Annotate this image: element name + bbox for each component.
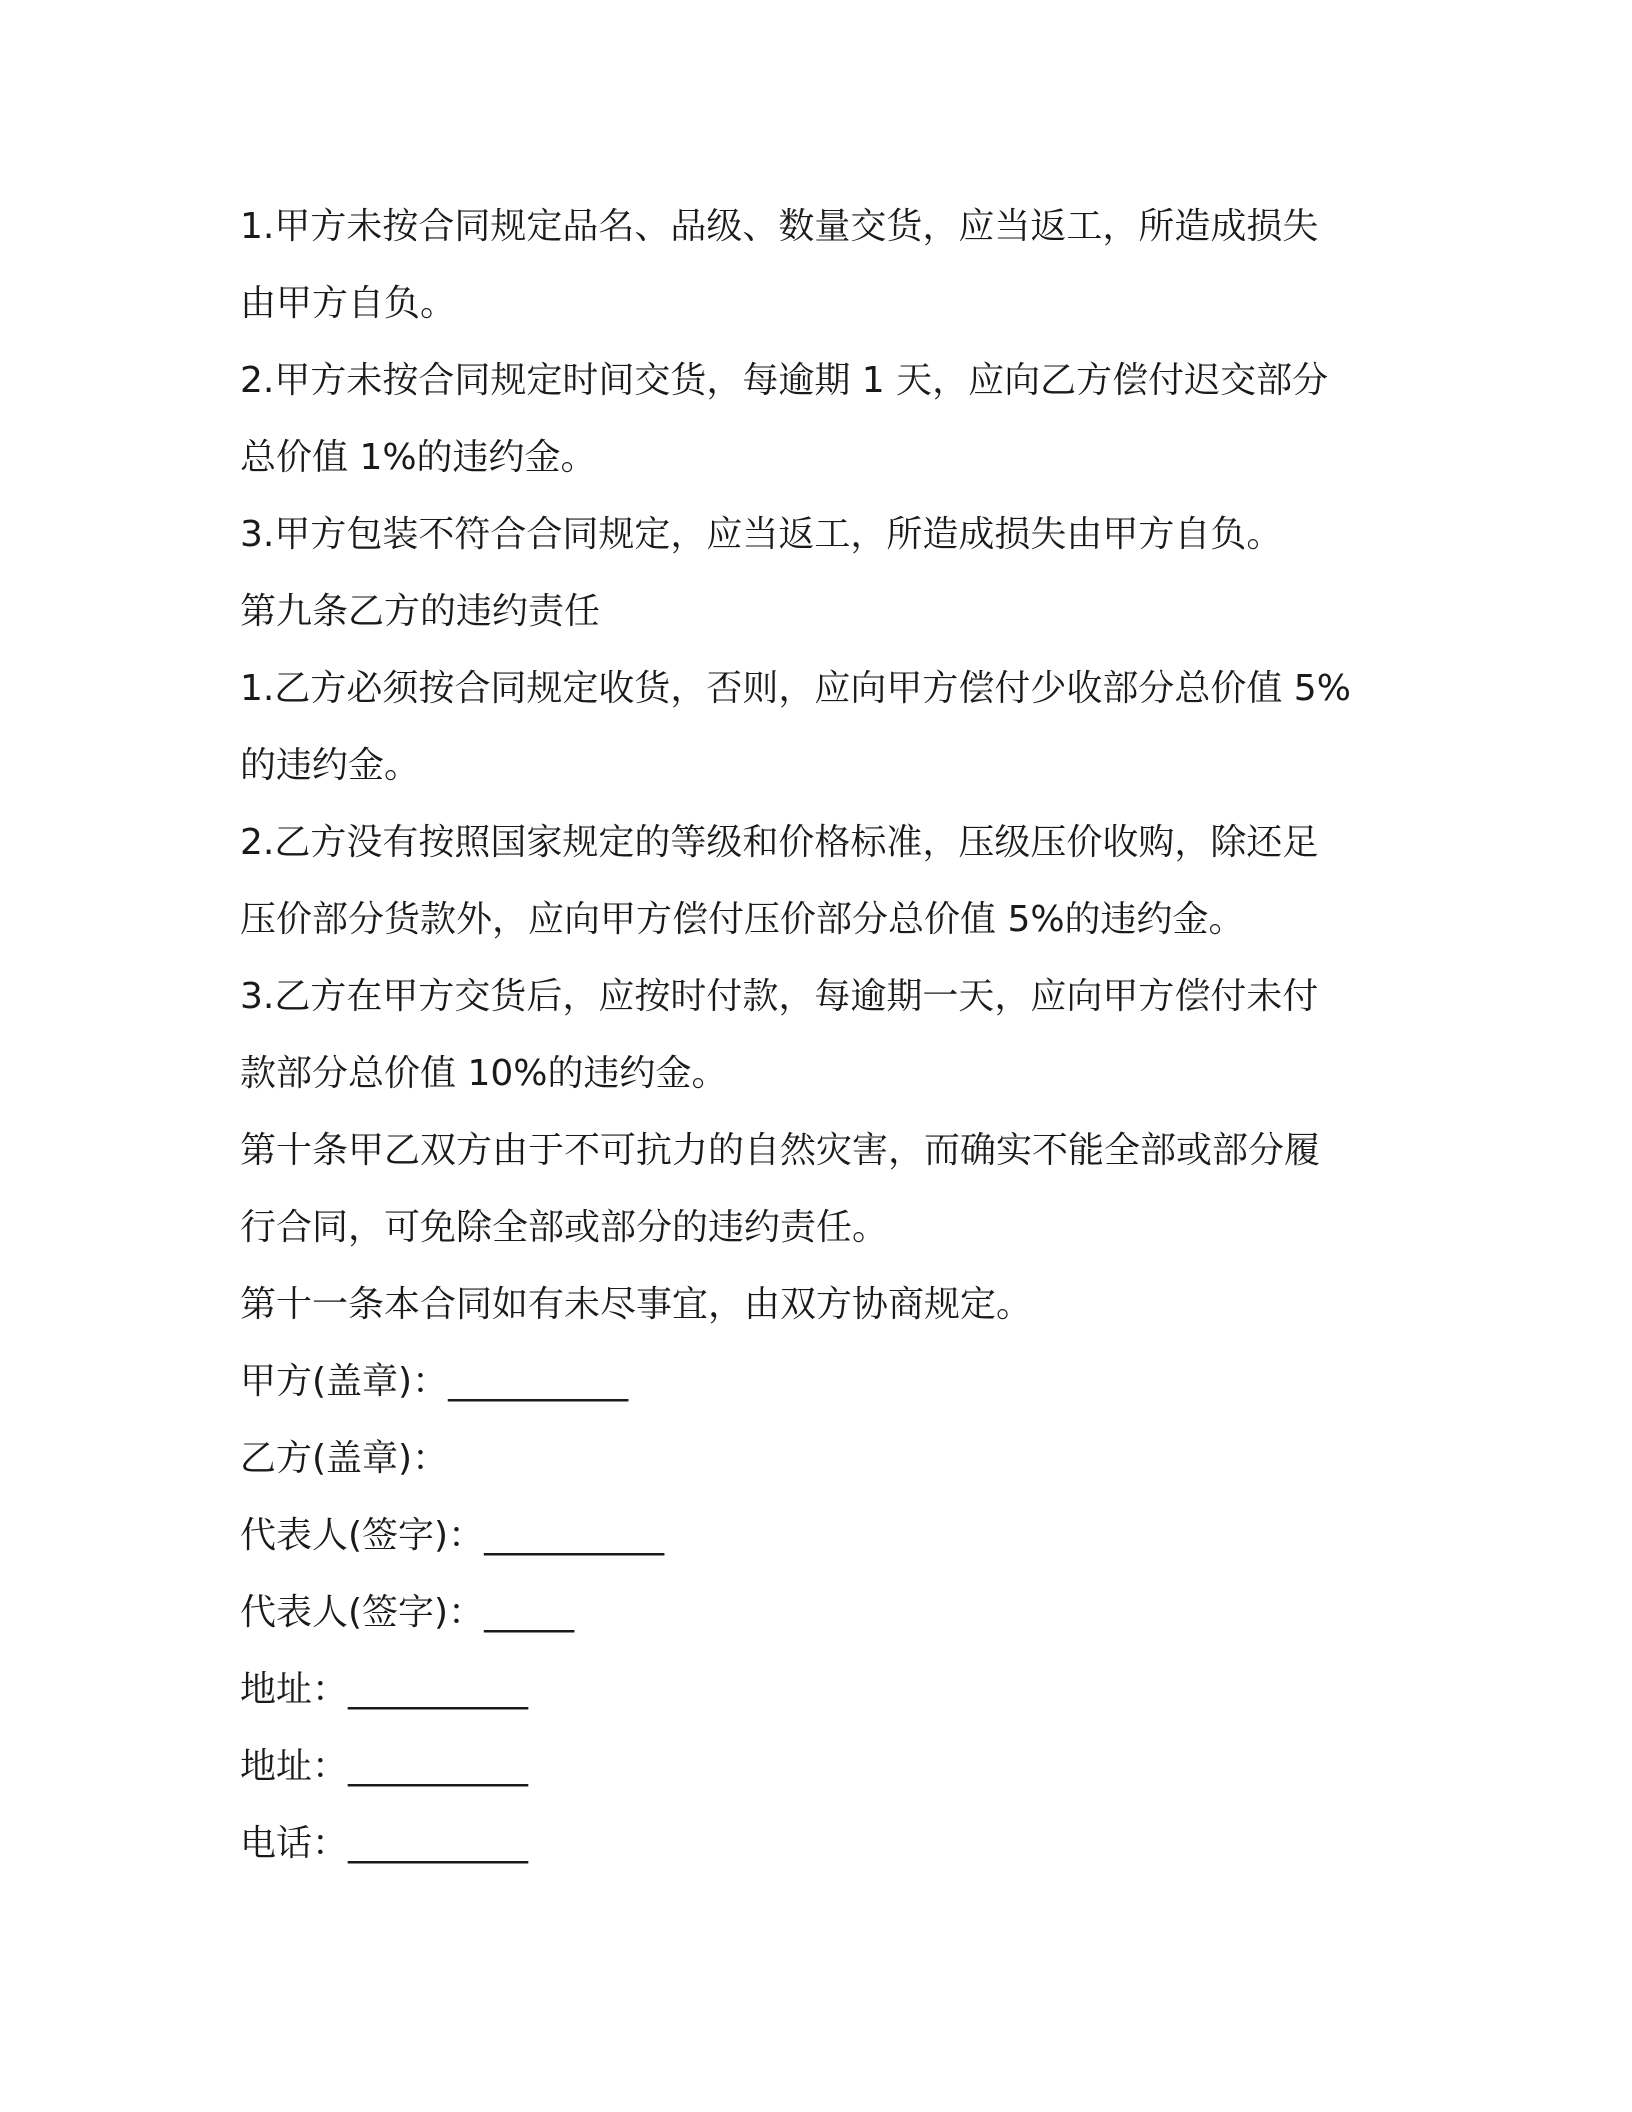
address-field: 地址：__________: [240, 1746, 529, 1787]
signature-field-party-b: 乙方(盖章)：: [240, 1438, 449, 1479]
text-line: 总价值 1%的违约金。: [240, 437, 597, 478]
text-line: 2.甲方未按合同规定时间交货，每逾期 1 天，应向乙方偿付迟交部分: [240, 360, 1329, 401]
text-line: 行合同，可免除全部或部分的违约责任。: [240, 1207, 889, 1248]
text-line: 3.乙方在甲方交货后，应按时付款，每逾期一天，应向甲方偿付未付: [240, 976, 1319, 1017]
text-line: 第十条甲乙双方由于不可抗力的自然灾害，而确实不能全部或部分履: [240, 1130, 1321, 1171]
text-line: 3.甲方包装不符合合同规定，应当返工，所造成损失由甲方自负。: [240, 514, 1283, 555]
text-line: 压价部分货款外，应向甲方偿付压价部分总价值 5%的违约金。: [240, 899, 1245, 940]
text-line: 由甲方自负。: [240, 283, 457, 324]
signature-field-party-a: 甲方(盖章)：__________: [240, 1361, 629, 1402]
text-line: 的违约金。: [240, 745, 421, 786]
document-body: [240, 188, 1380, 1882]
representative-field: 代表人(签字)：__________: [240, 1515, 665, 1556]
representative-field: 代表人(签字)：_____: [240, 1592, 575, 1633]
text-line: 2.乙方没有按照国家规定的等级和价格标准，压级压价收购，除还足: [240, 822, 1319, 863]
text-line: 款部分总价值 10%的违约金。: [240, 1053, 728, 1094]
phone-field: 电话：__________: [240, 1823, 529, 1864]
section-heading: 第九条乙方的违约责任: [240, 591, 601, 632]
address-field: 地址：__________: [240, 1669, 529, 1710]
text-line: 第十一条本合同如有未尽事宜，由双方协商规定。: [240, 1284, 1033, 1325]
text-line: 1.甲方未按合同规定品名、品级、数量交货，应当返工，所造成损失: [240, 206, 1319, 247]
text-line: 1.乙方必须按合同规定收货，否则，应向甲方偿付少收部分总价值 5%: [240, 668, 1351, 709]
